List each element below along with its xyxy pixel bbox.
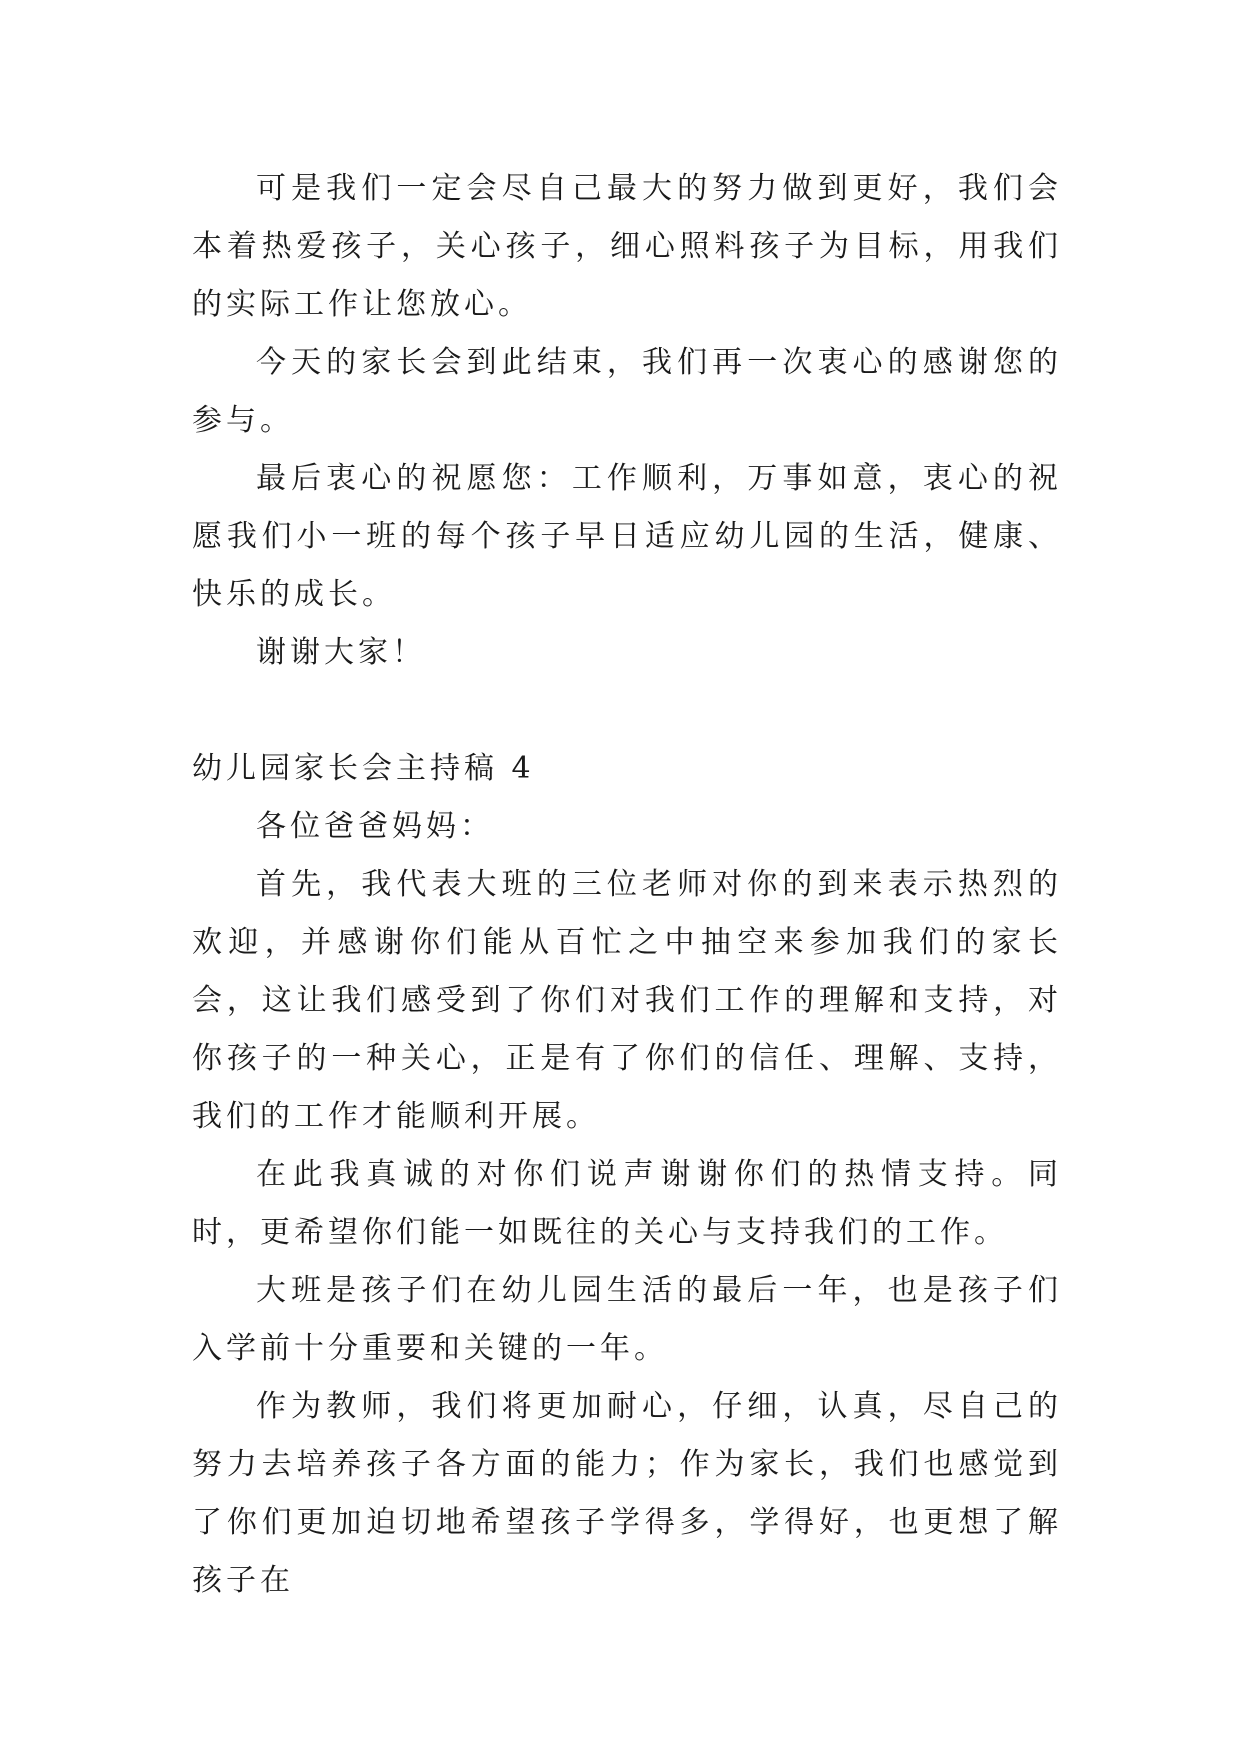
paragraph: 可是我们一定会尽自己最大的努力做到更好，我们会本着热爱孩子，关心孩子，细心照料孩子为目标，用我们的实际工作让您放心。 <box>192 171 1062 322</box>
section-spacer <box>192 682 1062 740</box>
paragraph: 今天的家长会到此结束，我们再一次衷心的感谢您的参与。 <box>192 345 1062 438</box>
paragraph: 在此我真诚的对你们说声谢谢你们的热情支持。同时，更希望你们能一如既往的关心与支持我们的工作。 <box>192 1157 1062 1250</box>
paragraph: 大班是孩子们在幼儿园生活的最后一年，也是孩子们入学前十分重要和关键的一年。 <box>192 1273 1062 1366</box>
document-body <box>192 160 1062 1610</box>
paragraph: 首先，我代表大班的三位老师对你的到来表示热烈的欢迎，并感谢你们能从百忙之中抽空来参加我们的家长会，这让我们感受到了你们对我们工作的理解和支持，对你孩子的一种关心，正是有了你们的信任、理解、支持，我们的工作才能顺利开展。 <box>192 867 1062 1134</box>
paragraph: 最后衷心的祝愿您：工作顺利，万事如意，衷心的祝愿我们小一班的每个孩子早日适应幼儿园的生活，健康、快乐的成长。 <box>192 461 1062 612</box>
salutation: 各位爸爸妈妈： <box>256 809 494 844</box>
paragraph: 作为教师，我们将更加耐心，仔细，认真，尽自己的努力去培养孩子各方面的能力；作为家长，我们也感觉到了你们更加迫切地希望孩子学得多，学得好，也更想了解孩子在 <box>192 1389 1062 1598</box>
paragraph: 谢谢大家！ <box>256 635 426 670</box>
section-heading: 幼儿园家长会主持稿 4 <box>192 751 535 786</box>
